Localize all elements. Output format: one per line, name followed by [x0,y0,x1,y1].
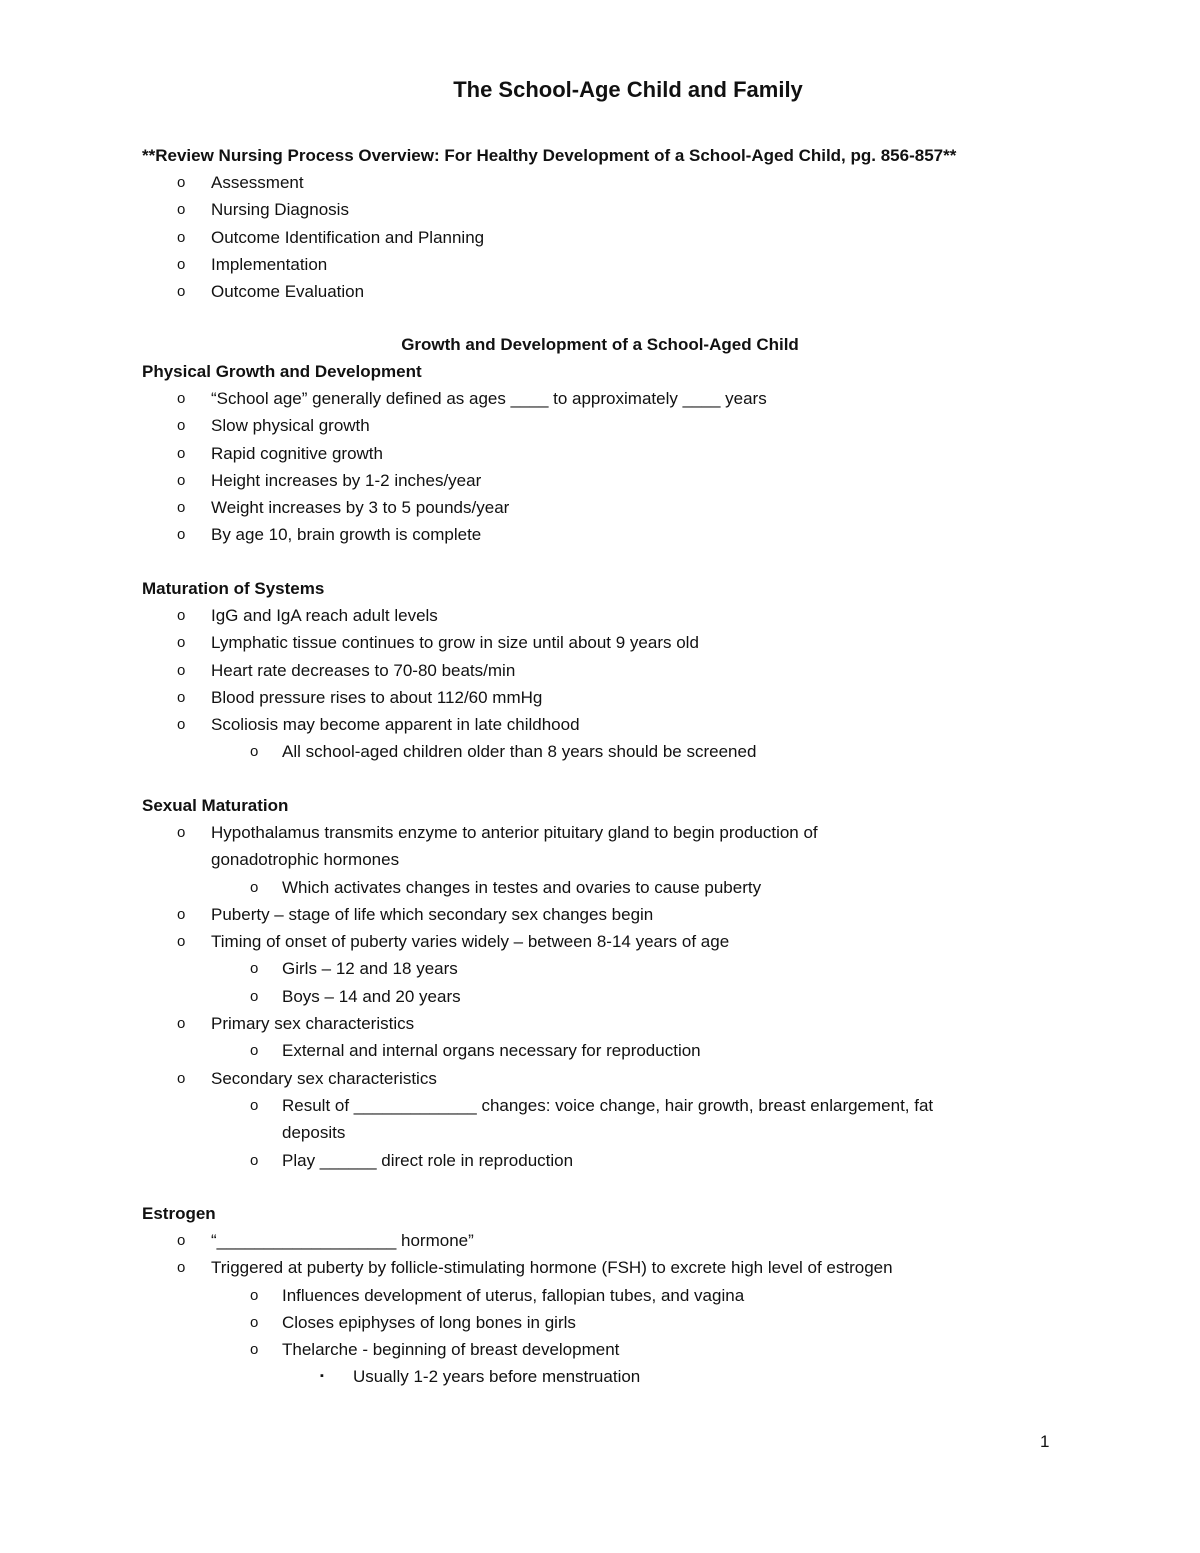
list-item: o Closes epiphyses of long bones in girls [0,1309,1200,1336]
bullet-icon: o [177,390,186,407]
list-item: o Influences development of uterus, fallopian tubes, and vagina [0,1282,1200,1309]
bullet-icon: o [177,201,186,219]
list-item: o Boys – 14 and 20 years [0,983,1200,1010]
list-item: o “___________________ hormone” [0,1227,1200,1254]
bullet-icon: o [177,1232,186,1249]
list-item: o Weight increases by 3 to 5 pounds/year [0,494,1200,521]
list-item: o Secondary sex characteristics [0,1065,1200,1092]
bullet-icon: o [177,228,186,246]
list-item: o Primary sex characteristics [0,1010,1200,1037]
estrogen-heading: Estrogen [142,1204,216,1223]
list-item: o Thelarche - beginning of breast development [0,1336,1200,1363]
square-bullet-icon: ▪ [320,1370,324,1383]
list-item: o Play ______ direct role in reproduction [0,1147,1200,1174]
list-item: o Nursing Diagnosis [0,196,1200,223]
bullet-icon: o [177,444,186,462]
document-title: The School-Age Child and Family [453,77,803,102]
sexual-heading: Sexual Maturation [142,796,289,815]
list-item: o Result of _____________ changes: voice change, hair growth, breast enlargement, fat [0,1092,1200,1119]
nursing-process-list [0,169,1200,305]
bullet-icon: o [250,1151,259,1169]
physical-list [0,385,1200,549]
bullet-icon: o [250,960,259,978]
bullet-icon: o [177,661,186,679]
list-item: o Puberty – stage of life which secondary sex changes begin [0,901,1200,928]
list-item: o External and internal organs necessary for reproduction [0,1037,1200,1064]
bullet-icon: o [250,743,259,761]
list-item: o Slow physical growth [0,412,1200,439]
bullet-icon: o [177,255,186,273]
bullet-icon: o [177,1069,186,1087]
bullet-icon: o [250,987,259,1005]
maturation-heading: Maturation of Systems [142,579,325,598]
list-item: o Lymphatic tissue continues to grow in size until about 9 years old [0,629,1200,656]
bullet-icon: o [177,607,186,624]
physical-heading: Physical Growth and Development [142,362,422,381]
list-item: o All school-aged children older than 8 years should be screened [0,738,1200,765]
list-item: o IgG and IgA reach adult levels [0,602,1200,629]
list-item: o Girls – 12 and 18 years [0,955,1200,982]
list-item: o Implementation [0,251,1200,278]
bullet-icon: o [177,417,186,435]
bullet-icon: o [177,471,186,489]
list-item: o Triggered at puberty by follicle-stimulating hormone (FSH) to excrete high level of estrogen [0,1254,1200,1281]
list-item: o Timing of onset of puberty varies widely – between 8-14 years of age [0,928,1200,955]
list-item: ▪ Usually 1-2 years before menstruation [0,1363,1200,1390]
bullet-icon: o [177,933,186,951]
list-item: o Assessment [0,169,1200,196]
list-item: o Scoliosis may become apparent in late childhood [0,711,1200,738]
bullet-icon: o [177,499,186,517]
bullet-icon: o [177,634,186,652]
bullet-icon: o [250,1313,259,1331]
list-item: o Rapid cognitive growth [0,440,1200,467]
list-item: o “School age” generally defined as ages ____ to approximately ____ years [0,385,1200,412]
list-item: o By age 10, brain growth is complete [0,521,1200,548]
bullet-icon: o [250,1096,259,1114]
list-item: o Outcome Evaluation [0,278,1200,305]
bullet-icon: o [250,878,259,896]
list-item: o Outcome Identification and Planning [0,224,1200,251]
bullet-icon: o [177,1015,186,1033]
maturation-list [0,602,1200,766]
bullet-icon: o [177,526,186,544]
bullet-icon: o [177,716,186,734]
list-item-continuation: deposits [282,1123,346,1143]
bullet-icon: o [250,1341,259,1359]
estrogen-list [0,1227,1200,1391]
bullet-icon: o [177,688,186,706]
list-item: o Hypothalamus transmits enzyme to anterior pituitary gland to begin production of [0,819,1200,846]
bullet-icon: o [177,283,186,301]
growth-heading: Growth and Development of a School-Aged Child [401,335,799,354]
list-item: o Blood pressure rises to about 112/60 mmHg [0,684,1200,711]
list-item-continuation: gonadotrophic hormones [211,850,400,870]
bullet-icon: o [250,1042,259,1060]
bullet-icon: o [177,905,186,923]
sexual-list [0,819,1200,1174]
list-item: o Height increases by 1-2 inches/year [0,467,1200,494]
page-number: 1 [1040,1432,1050,1451]
bullet-icon: o [177,174,186,191]
review-note: **Review Nursing Process Overview: For Healthy Development of a School-Aged Child, pg. 856-857** [142,146,957,165]
list-item: o Heart rate decreases to 70-80 beats/min [0,657,1200,684]
bullet-icon: o [177,824,186,841]
bullet-icon: o [177,1259,186,1277]
list-item: o Which activates changes in testes and ovaries to cause puberty [0,874,1200,901]
bullet-icon: o [250,1286,259,1304]
